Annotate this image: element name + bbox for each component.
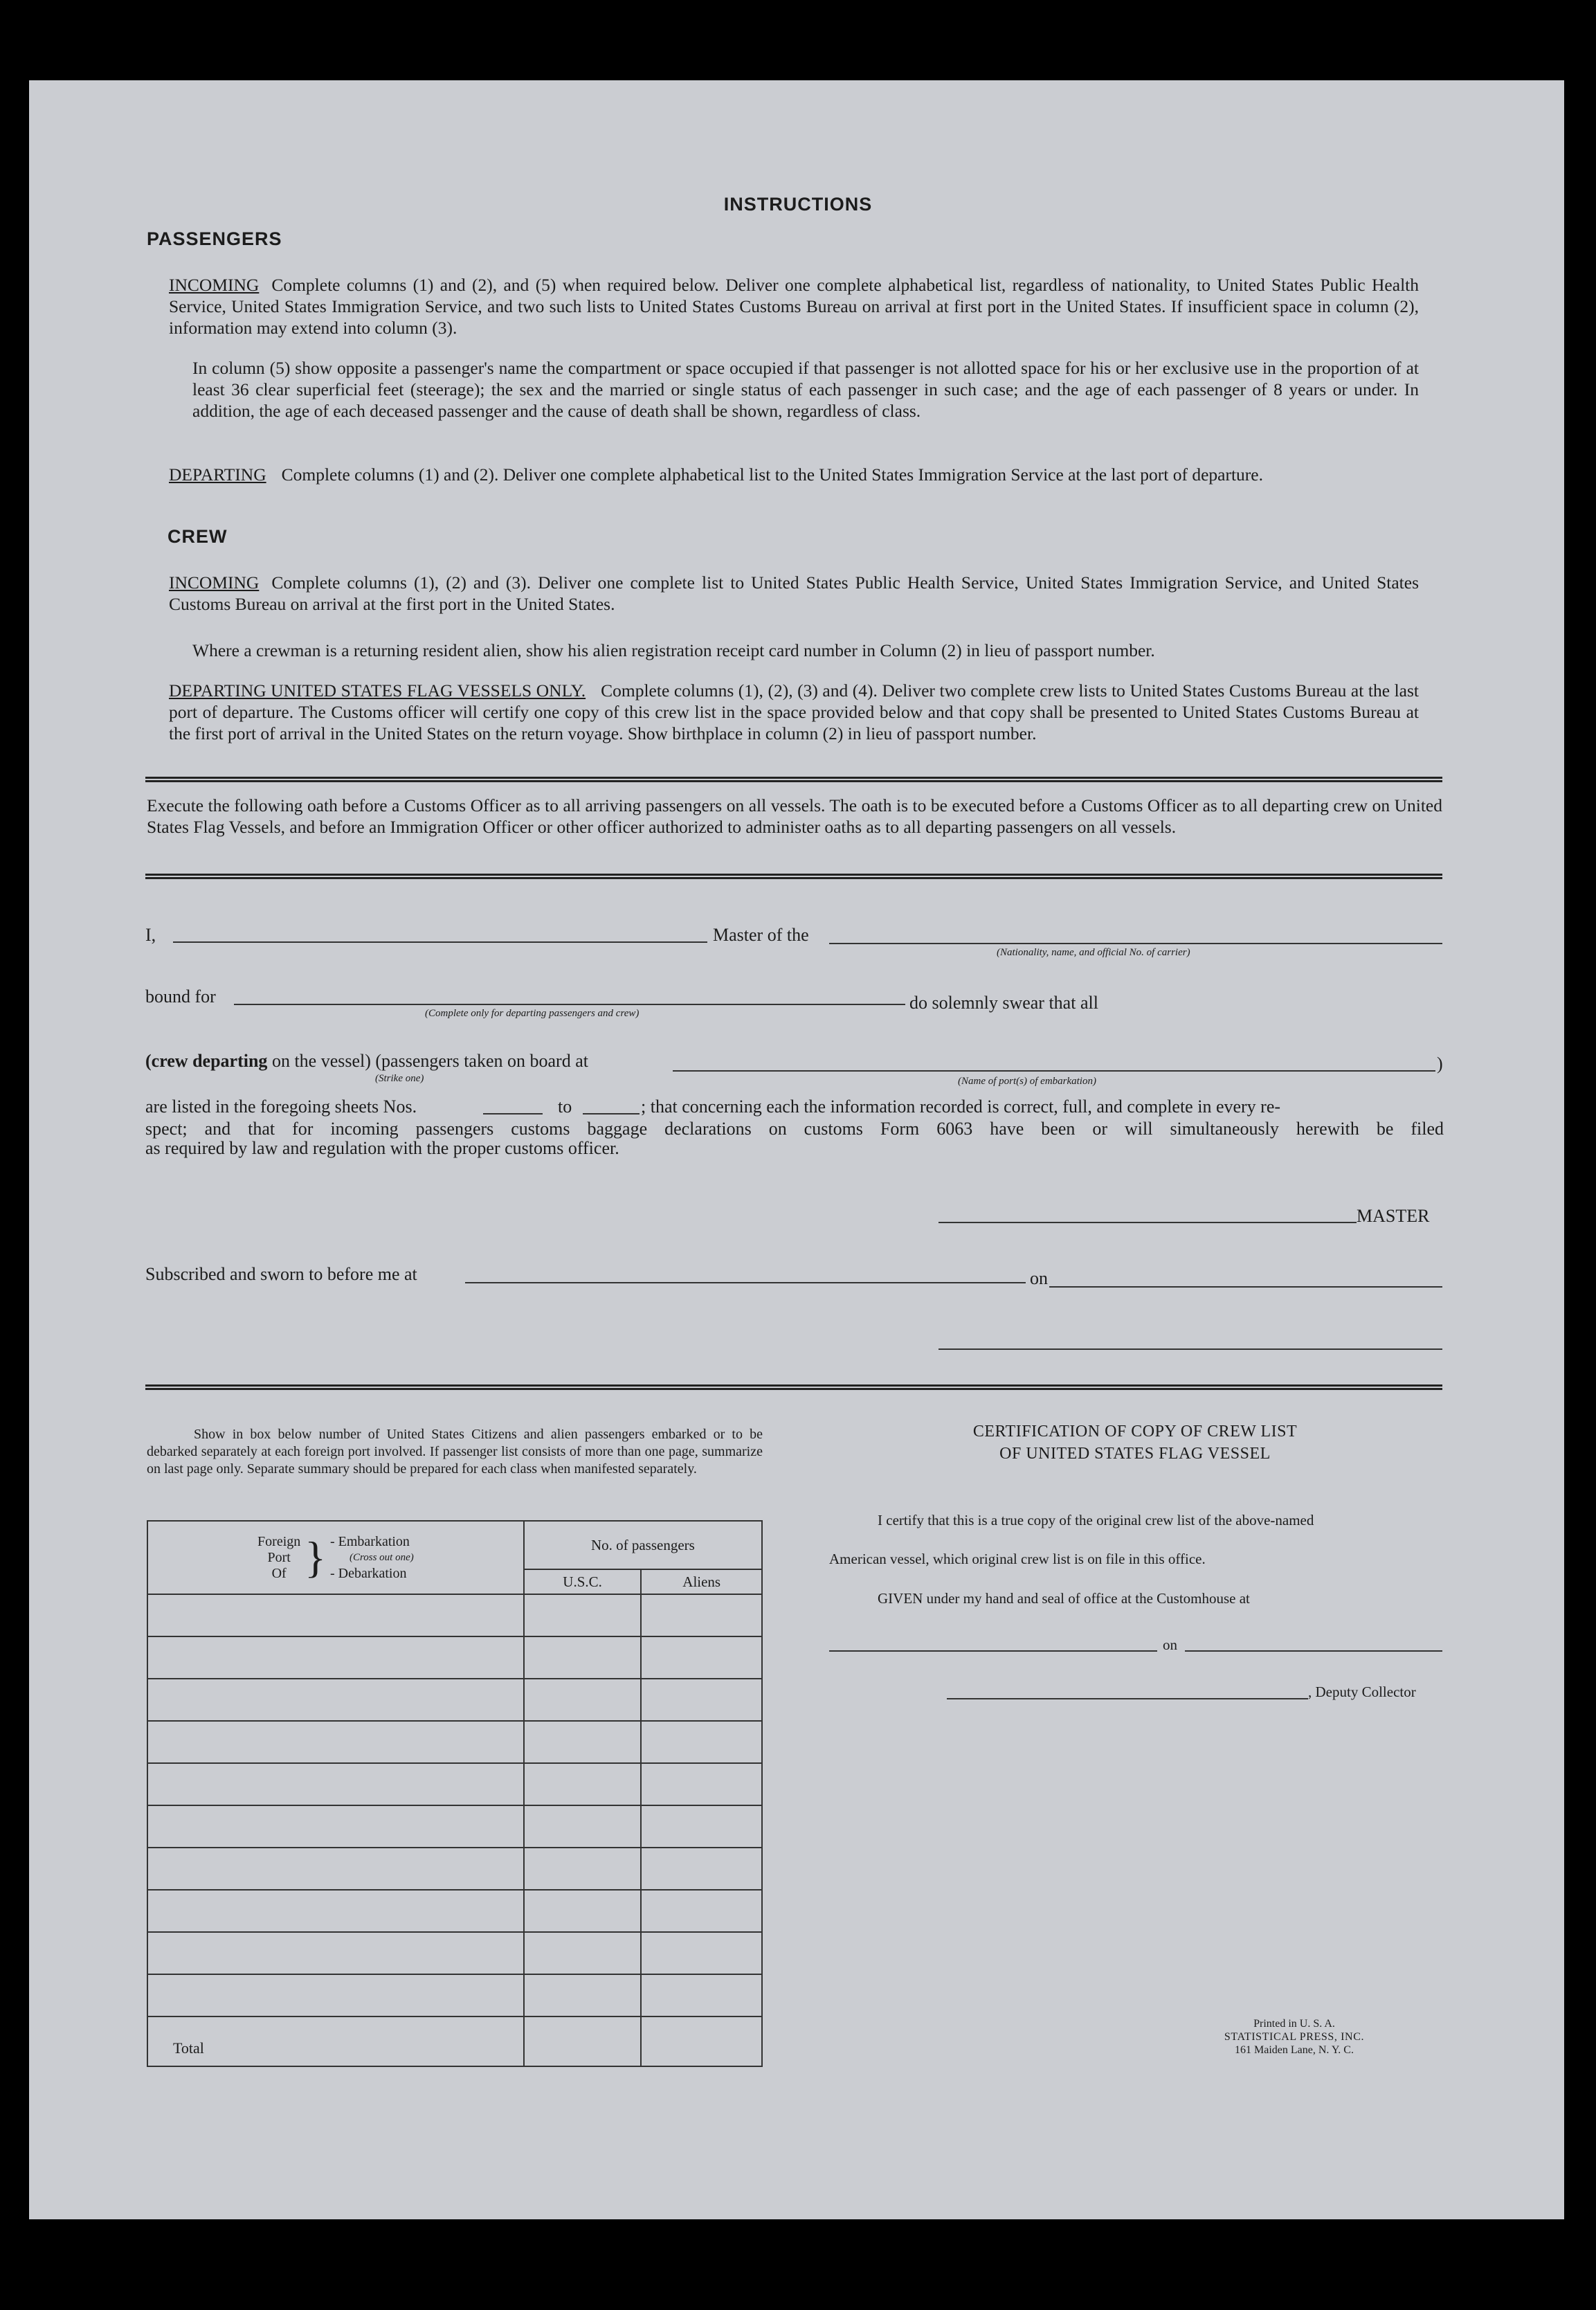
sworn-date-field[interactable] — [1049, 1286, 1442, 1288]
total-label: Total — [147, 2016, 524, 2066]
aliens-cell[interactable] — [641, 1890, 762, 1932]
oath-intro: Execute the following oath before a Customs Officer as to all arriving passengers on all vessels. The oath is to be executed before a Customs Officer as to all departing crew on United States Flag Vessels, and before an Immigration Officer or other officer authorized to administer oaths as to all departing passengers on all vessels. — [147, 795, 1442, 837]
passengers-column5-paragraph: In column (5) show opposite a passenger's name the compartment or space occupied if that passenger is not allotted space for his or her exclusive use in the proportion of at least 36 clear superficial feet (steerage); the sex and the married or single status of each passenger in such case; and the age of each passenger of 8 years or under. In addition, the age of each deceased passenger and the cause of death shall be shown, regardless of class. — [192, 358, 1419, 421]
table-row — [147, 1932, 762, 1974]
port-cell[interactable] — [147, 1679, 524, 1721]
carrier-caption: (Nationality, name, and official No. of carrier) — [997, 947, 1190, 958]
passengers-departing-paragraph — [169, 464, 1419, 485]
master-signature-field[interactable] — [938, 1222, 1357, 1223]
bound-for-label: bound for — [145, 986, 216, 1007]
sheet-to-field[interactable] — [583, 1113, 640, 1115]
passengers-incoming-paragraph — [169, 274, 1419, 339]
officer-signature-field[interactable] — [938, 1348, 1442, 1350]
table-row — [147, 1805, 762, 1848]
usc-cell[interactable] — [524, 1932, 642, 1974]
sworn-location-field[interactable] — [465, 1282, 1026, 1283]
port-cell[interactable] — [147, 1974, 524, 2016]
port-cell[interactable] — [147, 1890, 524, 1932]
master-label: MASTER — [1357, 1206, 1430, 1226]
port-cell[interactable] — [147, 1848, 524, 1890]
master-name-field[interactable] — [173, 941, 707, 943]
printer-line2: STATISTICAL PRESS, INC. — [1224, 2031, 1365, 2043]
deputy-signature-field[interactable] — [947, 1698, 1308, 1699]
certify-text-a: I certify that this is a true copy of the original crew list of the above-named — [878, 1512, 1314, 1528]
port-cell[interactable] — [147, 1932, 524, 1974]
crew-passengers-line — [145, 1051, 588, 1072]
embarkation-option[interactable]: - Embarkation — [329, 1533, 410, 1549]
cert-on-label: on — [1163, 1636, 1177, 1653]
aliens-cell[interactable] — [641, 1932, 762, 1974]
listed-text: ; that concerning each the information recorded is correct, full, and complete in every re- — [641, 1097, 1281, 1117]
customhouse-field[interactable] — [829, 1650, 1157, 1652]
printer-line1: Printed in U. S. A. — [1253, 2018, 1335, 2030]
port-cell[interactable] — [147, 1763, 524, 1805]
listed-text-line3: as required by law and regulation with the proper customs officer. — [145, 1138, 619, 1158]
close-paren: ) — [1437, 1054, 1443, 1074]
passenger-summary-table — [147, 1520, 763, 2067]
aliens-total-cell[interactable] — [641, 2016, 762, 2066]
crew-incoming-paragraph — [169, 572, 1419, 615]
table-row — [147, 1636, 762, 1679]
divider — [145, 777, 1442, 782]
usc-cell[interactable] — [524, 1636, 642, 1679]
foreign-word: Foreign — [257, 1533, 301, 1549]
passengers-incoming-label: INCOMING — [169, 275, 260, 295]
subscribed-label: Subscribed and sworn to before me at — [145, 1264, 417, 1284]
crew-departing-text: Complete columns (1), (2), (3) and (4). Deliver two complete crew lists to United States Customs Bureau at the last port of departure. The Customs officer will certify one copy of this crew list in the space provided below and that copy shall be presented to United States Customs Bureau at the first port of arrival in the United States on the return voyage. Show birthplace in column (2) in lieu of passport number. — [169, 680, 1419, 743]
crew-resident-alien-paragraph: Where a crewman is a returning resident alien, show his alien registration receipt card number in Column (2) in lieu of passport number. — [192, 640, 1155, 660]
crew-departing-option[interactable]: (crew departing — [145, 1051, 268, 1071]
debarkation-option[interactable]: - Debarkation — [329, 1565, 407, 1581]
given-text: GIVEN under my hand and seal of office at the Customhouse at — [878, 1590, 1250, 1607]
crew-incoming-text: Complete columns (1), (2) and (3). Deliver one complete list to United States Public Health Service, United States Immigration Service, and United States Customs Bureau on arrival at the first port in the United States. — [169, 572, 1419, 614]
table-row — [147, 1594, 762, 1636]
deputy-collector-label: , Deputy Collector — [1308, 1684, 1416, 1700]
table-row — [147, 1890, 762, 1932]
listed-label: are listed in the foregoing sheets Nos. — [145, 1097, 417, 1117]
port-cell[interactable] — [147, 1805, 524, 1848]
cert-date-field[interactable] — [1185, 1650, 1442, 1652]
embarkation-ports-field[interactable] — [673, 1070, 1435, 1072]
aliens-cell[interactable] — [641, 1636, 762, 1679]
bound-for-caption: (Complete only for departing passengers and crew) — [425, 1008, 640, 1019]
printer-line3: 161 Maiden Lane, N. Y. C. — [1235, 2044, 1354, 2056]
usc-cell[interactable] — [524, 1679, 642, 1721]
listed-text-line2: spect; and that for incoming passengers customs baggage declarations on customs Form 6063 have been or will simultaneously herewith be filed — [145, 1119, 1444, 1139]
aliens-header: Aliens — [641, 1569, 762, 1594]
ports-caption: (Name of port(s) of embarkation) — [958, 1076, 1096, 1087]
port-cell[interactable] — [147, 1636, 524, 1679]
usc-cell[interactable] — [524, 1890, 642, 1932]
brace-icon: } — [305, 1533, 326, 1582]
aliens-cell[interactable] — [641, 1763, 762, 1805]
usc-cell[interactable] — [524, 1721, 642, 1763]
printer-imprint — [1218, 2017, 1370, 2057]
usc-cell[interactable] — [524, 1805, 642, 1848]
summary-note: Show in box below number of United States Citizens and alien passengers embarked or to be debarked separately at each foreign port involved. If passenger list consists of more than one page, summarize on last page only. Separate summary should be prepared for each class when manifested separately. — [147, 1427, 763, 1477]
crew-departing-paragraph — [169, 680, 1419, 744]
port-cell[interactable] — [147, 1721, 524, 1763]
no-passengers-header: No. of passengers — [524, 1521, 762, 1569]
usc-total-cell[interactable] — [524, 2016, 642, 2066]
bound-for-field[interactable] — [234, 1004, 905, 1005]
of-word: Of — [271, 1565, 287, 1581]
passengers-heading: PASSENGERS — [147, 228, 282, 249]
passengers-departing-text: Complete columns (1) and (2). Deliver one complete alphabetical list to the United States Immigration Service at the last port of departure. — [281, 464, 1263, 485]
usc-header: U.S.C. — [524, 1569, 642, 1594]
port-cell[interactable] — [147, 1594, 524, 1636]
passengers-departing-label: DEPARTING — [169, 464, 266, 485]
usc-cell[interactable] — [524, 1763, 642, 1805]
usc-cell[interactable] — [524, 1594, 642, 1636]
table-row — [147, 1679, 762, 1721]
sworn-on-label: on — [1030, 1268, 1048, 1288]
crew-heading: CREW — [167, 526, 228, 547]
certify-text-b: American vessel, which original crew list is on file in this office. — [829, 1551, 1206, 1567]
table-row — [147, 1974, 762, 2016]
total-row — [147, 2016, 762, 2066]
aliens-cell[interactable] — [641, 1721, 762, 1763]
sheet-from-field[interactable] — [483, 1113, 543, 1115]
aliens-cell[interactable] — [641, 1679, 762, 1721]
crew-departing-label: DEPARTING UNITED STATES FLAG VESSELS ONLY. — [169, 680, 586, 701]
usc-cell[interactable] — [524, 1974, 642, 2016]
table-row — [147, 1763, 762, 1805]
port-header — [147, 1521, 524, 1594]
certification-title-line1: CERTIFICATION OF COPY OF CREW LIST — [972, 1423, 1298, 1441]
instructions-title: INSTRUCTIONS — [723, 194, 873, 215]
aliens-cell[interactable] — [641, 1805, 762, 1848]
foreign-port-of-label — [257, 1534, 300, 1582]
aliens-cell[interactable] — [641, 1974, 762, 2016]
passengers-incoming-text: Complete columns (1) and (2), and (5) when required below. Deliver one complete alphabetical list, regardless of nationality, to United States Public Health Service, United States Immigration Service, and two such lists to United States Customs Bureau on arrival at first port in the United States. If insufficient space in column (2), information may extend into column (3). — [169, 275, 1419, 338]
aliens-cell[interactable] — [641, 1594, 762, 1636]
oath-i-label: I, — [145, 925, 156, 945]
cross-out-caption: (Cross out one) — [349, 1551, 414, 1563]
divider — [145, 1384, 1442, 1390]
listed-to-label: to — [558, 1097, 572, 1117]
master-of-the-label: Master of the — [713, 925, 809, 945]
divider — [145, 874, 1442, 879]
certification-title — [828, 1420, 1442, 1465]
certification-title-line2: OF UNITED STATES FLAG VESSEL — [999, 1445, 1271, 1463]
port-word: Port — [267, 1549, 291, 1565]
aliens-cell[interactable] — [641, 1848, 762, 1890]
carrier-field[interactable] — [829, 943, 1442, 944]
strike-caption: (Strike one) — [375, 1073, 424, 1084]
swear-text: do solemnly swear that all — [909, 993, 1098, 1013]
passengers-option[interactable]: on the vessel) (passengers taken on board at — [271, 1051, 588, 1071]
crew-incoming-label: INCOMING — [169, 572, 260, 593]
table-row — [147, 1721, 762, 1763]
usc-cell[interactable] — [524, 1848, 642, 1890]
table-row — [147, 1848, 762, 1890]
